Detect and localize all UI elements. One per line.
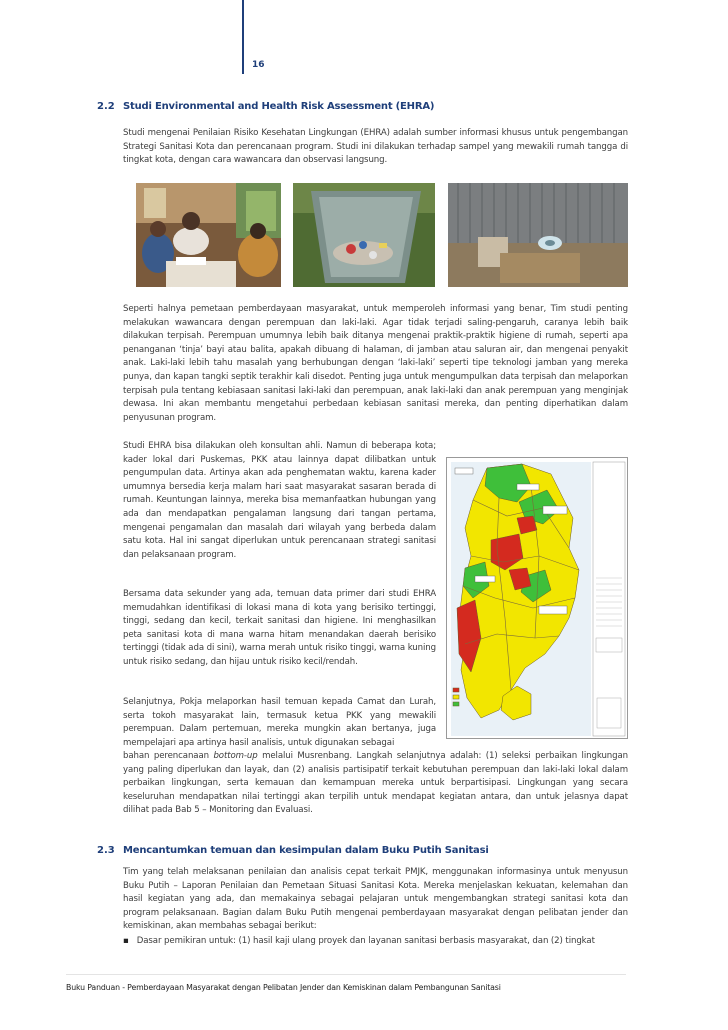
section-number: 2.3 bbox=[97, 845, 115, 856]
interview-photo bbox=[136, 183, 281, 287]
section-number: 2.2 bbox=[97, 101, 115, 112]
intro-paragraph: Studi mengenai Penilaian Risiko Kesehatan Lingkungan (EHRA) adalah sumber informasi khusus untuk pengembangan Strategi Sanitasi Kota dan perencanaan program. Studi ini dilakukan terhadap sampel yang mewakili rumah tangga di tingkat kota, dengan cara wawancara dan observasi langsung. bbox=[123, 128, 628, 166]
section-title: Studi Environmental and Health Risk Assessment (EHRA) bbox=[123, 101, 435, 112]
footer-divider bbox=[66, 974, 626, 975]
sanitation-risk-map bbox=[446, 457, 628, 739]
reporting-paragraph-end: bahan perencanaan bottom-up melalui Musrenbang. Langkah selanjutnya adalah: (1) seleksi perbaikan lingkungan yang paling diperlukan dan layak, dan (2) analisis partisipatif terkait kebutuhan perempuan dan laki-laki lokal dalam perbaikan lingkungan, serta kemauan dan kemampuan mereka untuk berpartisipasi. Lingkungan yang secara keseluruhan mendapatkan nilai tertinggi akan terpilih untuk mendapat kegiatan antara, dan untuk jelasnya dapat dilihat pada Bab 5 – Monitoring dan Evaluasi. bbox=[123, 751, 629, 816]
latrine-photo bbox=[448, 183, 628, 287]
consultant-paragraph: Studi EHRA bisa dilakukan oleh konsultan ahli. Namun di beberapa kota; kader lokal dari Puskemas, PKK atau lainnya dapat dilibatkan untuk pengumpulan data. Artinya akan ada penghematan waktu, karena kader umumnya bersedia kerja malam hari saat masyarakat sasaran berada di rumah. Keuntungan lainnya, mereka bisa memanfaatkan hubungan yang ada dan mendapatkan pengalaman langsung dari tangan pertama, mengenai pengamalan dan masalah dari wilayah yang berbeda dalam satu kota. Hal ini sangat diperlukan untuk perencanaan strategi sanitasi dan pelaksanaan program. bbox=[123, 441, 436, 560]
sanitation-map-paragraph: Bersama data sekunder yang ada, temuan data primer dari studi EHRA memudahkan identifikasi di lokasi mana di kota yang berisiko tertinggi, tinggi, sedang dan kecil, terkait sanitasi dan higiene. Ini menghasilkan peta sanitasi kota di mana warna hitam menandakan daerah berisiko tertinggi (tidak ada di sini), warna merah untuk risiko tinggi, warna kuning untuk risiko sedang, dan hijau untuk risiko kecil/rendah. bbox=[123, 589, 436, 667]
reporting-paragraph-start: Selanjutnya, Pokja melaporkan hasil temuan kepada Camat dan Lurah, serta tokoh masyarakat lain, termasuk ketua PKK yang mewakili perempuan. Dalam pertemuan, mereka mungkin akan bertanya, juga mempelajari apa artinya hasil analisis, untuk digunakan sebagai bbox=[123, 697, 436, 748]
white-book-paragraph: Tim yang telah melaksanan penilaian dan analisis cepat terkait PMJK, menggunakan informasinya untuk menyusun Buku Putih – Laporan Penilaian dan Pemetaan Situasi Sanitasi Kota. Mereka menjelaskan kekuatan, kelemahan dan hasil kegiatan yang ada, dan memakainya sebagai pelajaran untuk mengembangkan strategi sanitasi kota dan program pelaksanaan. Bagian dalam Buku Putih mengenai pemberdayaan masyarakat dengan pelibatan jender dan kemiskinan, akan membahas sebagai berikut: bbox=[123, 867, 628, 932]
header-divider bbox=[242, 0, 244, 74]
interview-paragraph: Seperti halnya pemetaan pemberdayaan masyarakat, untuk memperoleh informasi yang benar, Tim studi penting melakukan wawancara dengan perempuan dan laki-laki. Agar tidak terjadi saling-pengaruh, caranya lebih baik dilakukan terpisah. Perempuan umumnya lebih baik ditanya mengenai praktik-praktik higiene di rumah, seperti apa penanganan ‘tinja’ bayi atau balita, apakah dibuang di halaman, di jamban atau saluran air, dan mengenai penyakit anak. Laki-laki lebih tahu masalah yang berhubungan dengan ‘laki-laki’ seperti tipe teknologi jamban yang mereka punya, dan kapan tangki septik terakhir kali disedot. Penting juga untuk mengumpulkan data terpisah dan melaporkan terpisah pula tentang kebiasaan sanitasi laki-laki dan perempuan, anak laki-laki dan anak perempuan yang menginjak dewasa. Ini akan membantu mengetahui perbedaan kebiasan sanitasi mereka, dan penting diperhatikan dalam penyusunan program. bbox=[123, 304, 628, 423]
footer-text: Buku Panduan - Pemberdayaan Masyarakat dengan Pelibatan Jender dan Kemiskinan dalam Pembangunan Sanitasi bbox=[66, 983, 501, 992]
section-title: Mencantumkan temuan dan kesimpulan dalam Buku Putih Sanitasi bbox=[123, 845, 489, 856]
list-item: ▪ Dasar pemikiran untuk: (1) hasil kaji ulang proyek dan layanan sanitasi berbasis masyarakat, dan (2) tingkat bbox=[123, 936, 595, 946]
trash-bin-photo bbox=[293, 183, 435, 287]
page-number: 16 bbox=[252, 60, 265, 70]
bullet-icon: ▪ bbox=[123, 936, 129, 946]
